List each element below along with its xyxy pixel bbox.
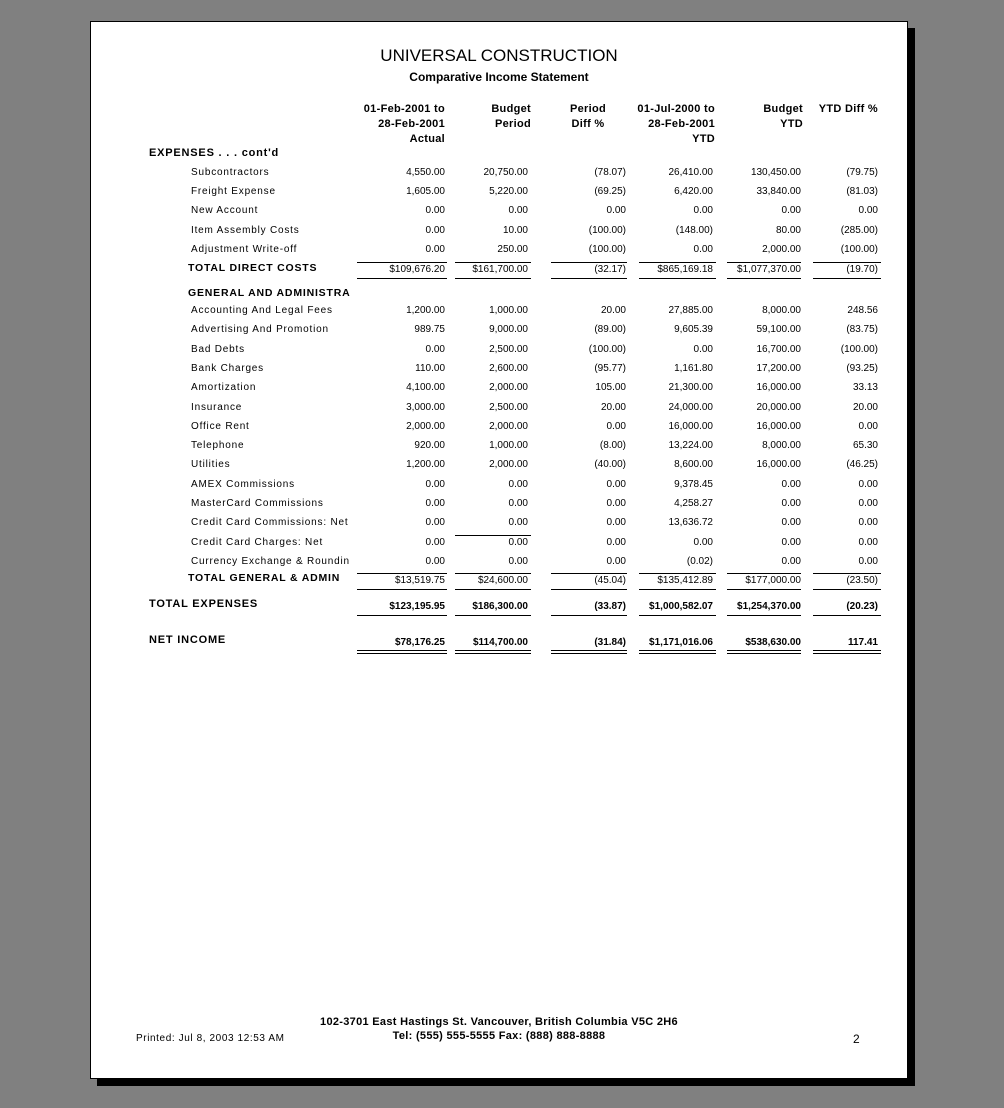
rule [455,535,531,536]
row-value: 16,000.00 [756,459,801,471]
row-value: 0.00 [508,536,528,548]
row-value: 13,636.72 [668,517,713,529]
row-value: 17,200.00 [756,362,801,374]
row-value: 0.00 [425,224,445,236]
row-value: 130,450.00 [750,167,801,178]
row-value: 117.41 [847,637,878,648]
row-value: $161,700.00 [472,264,528,275]
double-rule [727,650,801,654]
row-label: TOTAL GENERAL & ADMIN [188,572,341,584]
rule [727,615,801,616]
rule [455,589,531,590]
row-value: 0.00 [781,555,801,567]
column-header-line: YTD [692,133,715,145]
column-header [738,102,878,117]
row-value: (33.87) [594,601,626,612]
table-row [91,242,907,258]
footer-address: 102-3701 East Hastings St. Vancouver, British Columbia V5C 2H6 [320,1016,678,1028]
row-value: 0.00 [781,498,801,509]
rule [551,589,627,590]
row-label: Utilities [191,459,231,471]
row-value: 4,100.00 [406,382,445,394]
row-label: TOTAL DIRECT COSTS [188,262,318,274]
column-header-line: Budget [763,103,803,115]
row-value: $114,700.00 [472,637,528,648]
row-value: 4,258.27 [674,498,713,509]
row-value: 0.00 [858,205,878,217]
row-value: 2,600.00 [489,362,528,374]
row-value: 0.00 [606,498,626,509]
table-row [91,303,907,319]
row-value: 0.00 [508,498,528,509]
row-value: 26,410.00 [668,167,713,178]
row-value: 1,200.00 [406,305,445,316]
row-label: TOTAL EXPENSES [149,598,259,610]
row-label: Item Assembly Costs [191,224,300,236]
row-value: (69.25) [594,186,626,198]
row-value: 1,200.00 [406,459,445,471]
row-value: 3,000.00 [406,401,445,413]
row-value: $186,300.00 [472,601,528,612]
row-value: 0.00 [425,478,445,490]
table-row [91,515,907,531]
rule [357,589,447,590]
total-row [91,573,907,589]
row-value: (148.00) [675,224,713,236]
row-value: 16,000.00 [668,420,713,432]
rule [813,278,881,279]
row-value: (40.00) [594,459,626,471]
table-row [91,438,907,454]
row-label: Amortization [191,382,257,394]
expenses-heading: EXPENSES . . . cont'd [149,147,280,159]
table-row [91,400,907,416]
row-value: 920.00 [414,440,445,452]
section-heading: GENERAL AND ADMINISTRA [188,287,351,299]
row-value: 0.00 [508,478,528,490]
row-value: (93.25) [846,362,878,374]
row-value: 0.00 [606,478,626,490]
row-value: 0.00 [693,343,713,355]
rule [727,278,801,279]
row-value: (78.07) [594,167,626,178]
row-value: 9,378.45 [674,478,713,490]
row-value: 0.00 [425,517,445,529]
row-value: 0.00 [508,205,528,217]
row-value: 2,500.00 [489,343,528,355]
row-label: Insurance [191,401,243,413]
row-label: Telephone [191,440,245,452]
row-value: 0.00 [858,536,878,548]
rule [455,278,531,279]
row-value: 248.56 [847,305,878,316]
row-value: 0.00 [425,555,445,567]
rule [551,278,627,279]
row-value: 0.00 [693,536,713,548]
row-label: Bank Charges [191,362,264,374]
column-header [391,102,531,132]
row-value: 0.00 [781,205,801,217]
table-row [91,496,907,512]
row-value: 13,224.00 [668,440,713,452]
row-value: (100.00) [588,343,626,355]
row-value: 0.00 [606,555,626,567]
table-row [91,457,907,473]
row-value: 8,600.00 [674,459,713,471]
row-label: Freight Expense [191,186,276,198]
double-rule [455,650,531,654]
row-value: 0.00 [508,517,528,529]
rule [551,615,627,616]
row-value: 0.00 [693,205,713,217]
table-row [91,165,907,181]
row-value: 0.00 [781,478,801,490]
row-value: (0.02) [686,555,713,567]
row-value: 16,700.00 [756,343,801,355]
table-row [91,342,907,358]
rule [639,615,716,616]
row-label: MasterCard Commissions [191,498,324,509]
row-value: 8,000.00 [762,305,801,316]
double-rule [813,650,881,654]
row-value: 0.00 [858,517,878,529]
page-number: 2 [853,1032,860,1046]
row-value: (100.00) [588,224,626,236]
table-row [91,203,907,219]
column-header-line: 01-Jul-2000 to [637,103,715,115]
row-value: 0.00 [508,555,528,567]
column-header-line: YTD Diff % [818,103,878,115]
row-label: Subcontractors [191,167,270,178]
row-value: 9,605.39 [674,324,713,336]
row-value: (81.03) [846,186,878,198]
table-row [91,380,907,396]
row-value: 5,220.00 [489,186,528,198]
row-value: 33.13 [852,382,878,394]
table-row [91,322,907,338]
row-value: $13,519.75 [394,575,445,586]
rule [727,589,801,590]
row-value: 16,000.00 [756,382,801,394]
row-value: 21,300.00 [668,382,713,394]
row-value: $1,077,370.00 [737,264,801,275]
double-rule [551,650,627,654]
row-value: 80.00 [775,224,801,236]
row-value: 0.00 [425,243,445,255]
table-row [91,535,907,551]
row-value: 1,000.00 [489,440,528,452]
rule [813,615,881,616]
row-value: 0.00 [858,498,878,509]
row-value: 9,000.00 [489,324,528,336]
row-value: 2,000.00 [489,420,528,432]
rule [639,589,716,590]
column-header-line: Diff % [571,118,605,130]
row-label: AMEX Commissions [191,478,295,490]
row-value: 0.00 [425,343,445,355]
rule [357,615,447,616]
table-row [91,223,907,239]
row-value: 0.00 [781,517,801,529]
double-rule [357,650,447,654]
column-header-line: 28-Feb-2001 [378,118,445,130]
net-income-row [91,634,907,650]
row-value: (46.25) [846,459,878,471]
row-label: Credit Card Charges: Net [191,536,324,548]
row-value: 1,161.80 [674,362,713,374]
row-value: $123,195.95 [389,601,445,612]
row-value: 10.00 [502,224,528,236]
row-label: Office Rent [191,420,250,432]
column-header-line: Period [569,103,607,115]
column-header-line: 28-Feb-2001 [648,118,715,130]
table-row [91,361,907,377]
row-value: $865,169.18 [657,264,713,275]
rule [357,278,447,279]
row-value: 110.00 [415,362,445,374]
row-label: Accounting And Legal Fees [191,305,333,316]
row-value: 20.00 [600,401,626,413]
row-value: 0.00 [606,517,626,529]
row-value: (100.00) [840,343,878,355]
row-value: 0.00 [693,243,713,255]
column-header-line: Period [494,118,531,130]
column-header-line: Budget [491,103,531,115]
row-label: Currency Exchange & Roundin [191,555,350,567]
row-value: 0.00 [858,555,878,567]
row-value: 59,100.00 [756,324,801,336]
table-row [91,419,907,435]
row-value: (8.00) [599,440,626,452]
rule [455,615,531,616]
row-value: 65.30 [852,440,878,452]
row-value: (95.77) [594,362,626,374]
row-value: (19.70) [846,264,878,275]
report-subtitle: Comparative Income Statement [409,70,589,84]
row-value: 2,000.00 [489,382,528,394]
row-value: 0.00 [606,420,626,432]
rule [813,589,881,590]
row-value: 250.00 [497,243,528,255]
row-value: 0.00 [781,536,801,548]
row-value: $109,676.20 [389,264,445,275]
column-header-line: YTD [780,118,803,130]
row-value: 2,000.00 [406,420,445,432]
row-value: $1,254,370.00 [737,601,801,612]
total-row [91,262,907,278]
table-row [91,184,907,200]
row-value: 0.00 [425,205,445,217]
row-value: 2,000.00 [489,459,528,471]
row-value: (20.23) [846,601,878,612]
row-value: (83.75) [846,324,878,336]
row-value: 1,000.00 [489,305,528,316]
table-row [91,477,907,493]
row-value: 0.00 [858,420,878,432]
row-value: 33,840.00 [756,186,801,198]
row-label: Bad Debts [191,343,245,355]
row-value: 20,750.00 [483,167,528,178]
double-rule [639,650,716,654]
row-value: 2,500.00 [489,401,528,413]
row-value: (32.17) [594,264,626,275]
row-value: (45.04) [594,575,626,586]
row-value: $24,600.00 [477,575,528,586]
column-header-line: Actual [409,133,445,145]
row-value: 0.00 [425,536,445,548]
row-value: 989.75 [414,324,445,336]
table-row [91,554,907,570]
row-value: 20.00 [852,401,878,413]
row-value: 1,605.00 [406,186,445,198]
row-value: $1,171,016.06 [649,637,713,648]
row-value: 0.00 [858,478,878,490]
footer-contact: Tel: (555) 555-5555 Fax: (888) 888-8888 [392,1030,606,1042]
row-value: 8,000.00 [762,440,801,452]
row-value: $78,176.25 [394,637,445,648]
report-page [90,21,908,1079]
printed-timestamp: Printed: Jul 8, 2003 12:53 AM [136,1033,285,1044]
row-label: Credit Card Commissions: Net [191,517,349,529]
row-value: 6,420.00 [674,186,713,198]
row-label: New Account [191,205,259,217]
row-value: $177,000.00 [745,575,801,586]
row-value: 0.00 [425,498,445,509]
row-value: (31.84) [594,637,626,648]
rule [639,278,716,279]
row-label: NET INCOME [149,634,227,646]
row-value: (89.00) [594,324,626,336]
row-label: Adjustment Write-off [191,243,298,255]
row-value: $538,630.00 [745,637,801,648]
row-value: (100.00) [588,243,626,255]
row-value: (23.50) [846,575,878,586]
row-value: 24,000.00 [668,401,713,413]
row-value: 27,885.00 [668,305,713,316]
row-value: 2,000.00 [762,243,801,255]
company-title: UNIVERSAL CONSTRUCTION [380,46,618,65]
row-value: $1,000,582.07 [649,601,713,612]
row-value: $135,412.89 [657,575,713,586]
row-value: 0.00 [606,205,626,217]
row-value: (79.75) [846,167,878,178]
row-label: Advertising And Promotion [191,324,329,336]
row-value: 0.00 [606,536,626,548]
row-value: 16,000.00 [756,420,801,432]
total-expenses-row [91,598,907,614]
row-value: 20.00 [600,305,626,316]
row-value: (285.00) [840,224,878,236]
column-header-line: 01-Feb-2001 to [363,103,445,115]
row-value: 20,000.00 [756,401,801,413]
row-value: (100.00) [840,243,878,255]
row-value: 4,550.00 [406,167,445,178]
row-value: 105.00 [595,382,626,394]
